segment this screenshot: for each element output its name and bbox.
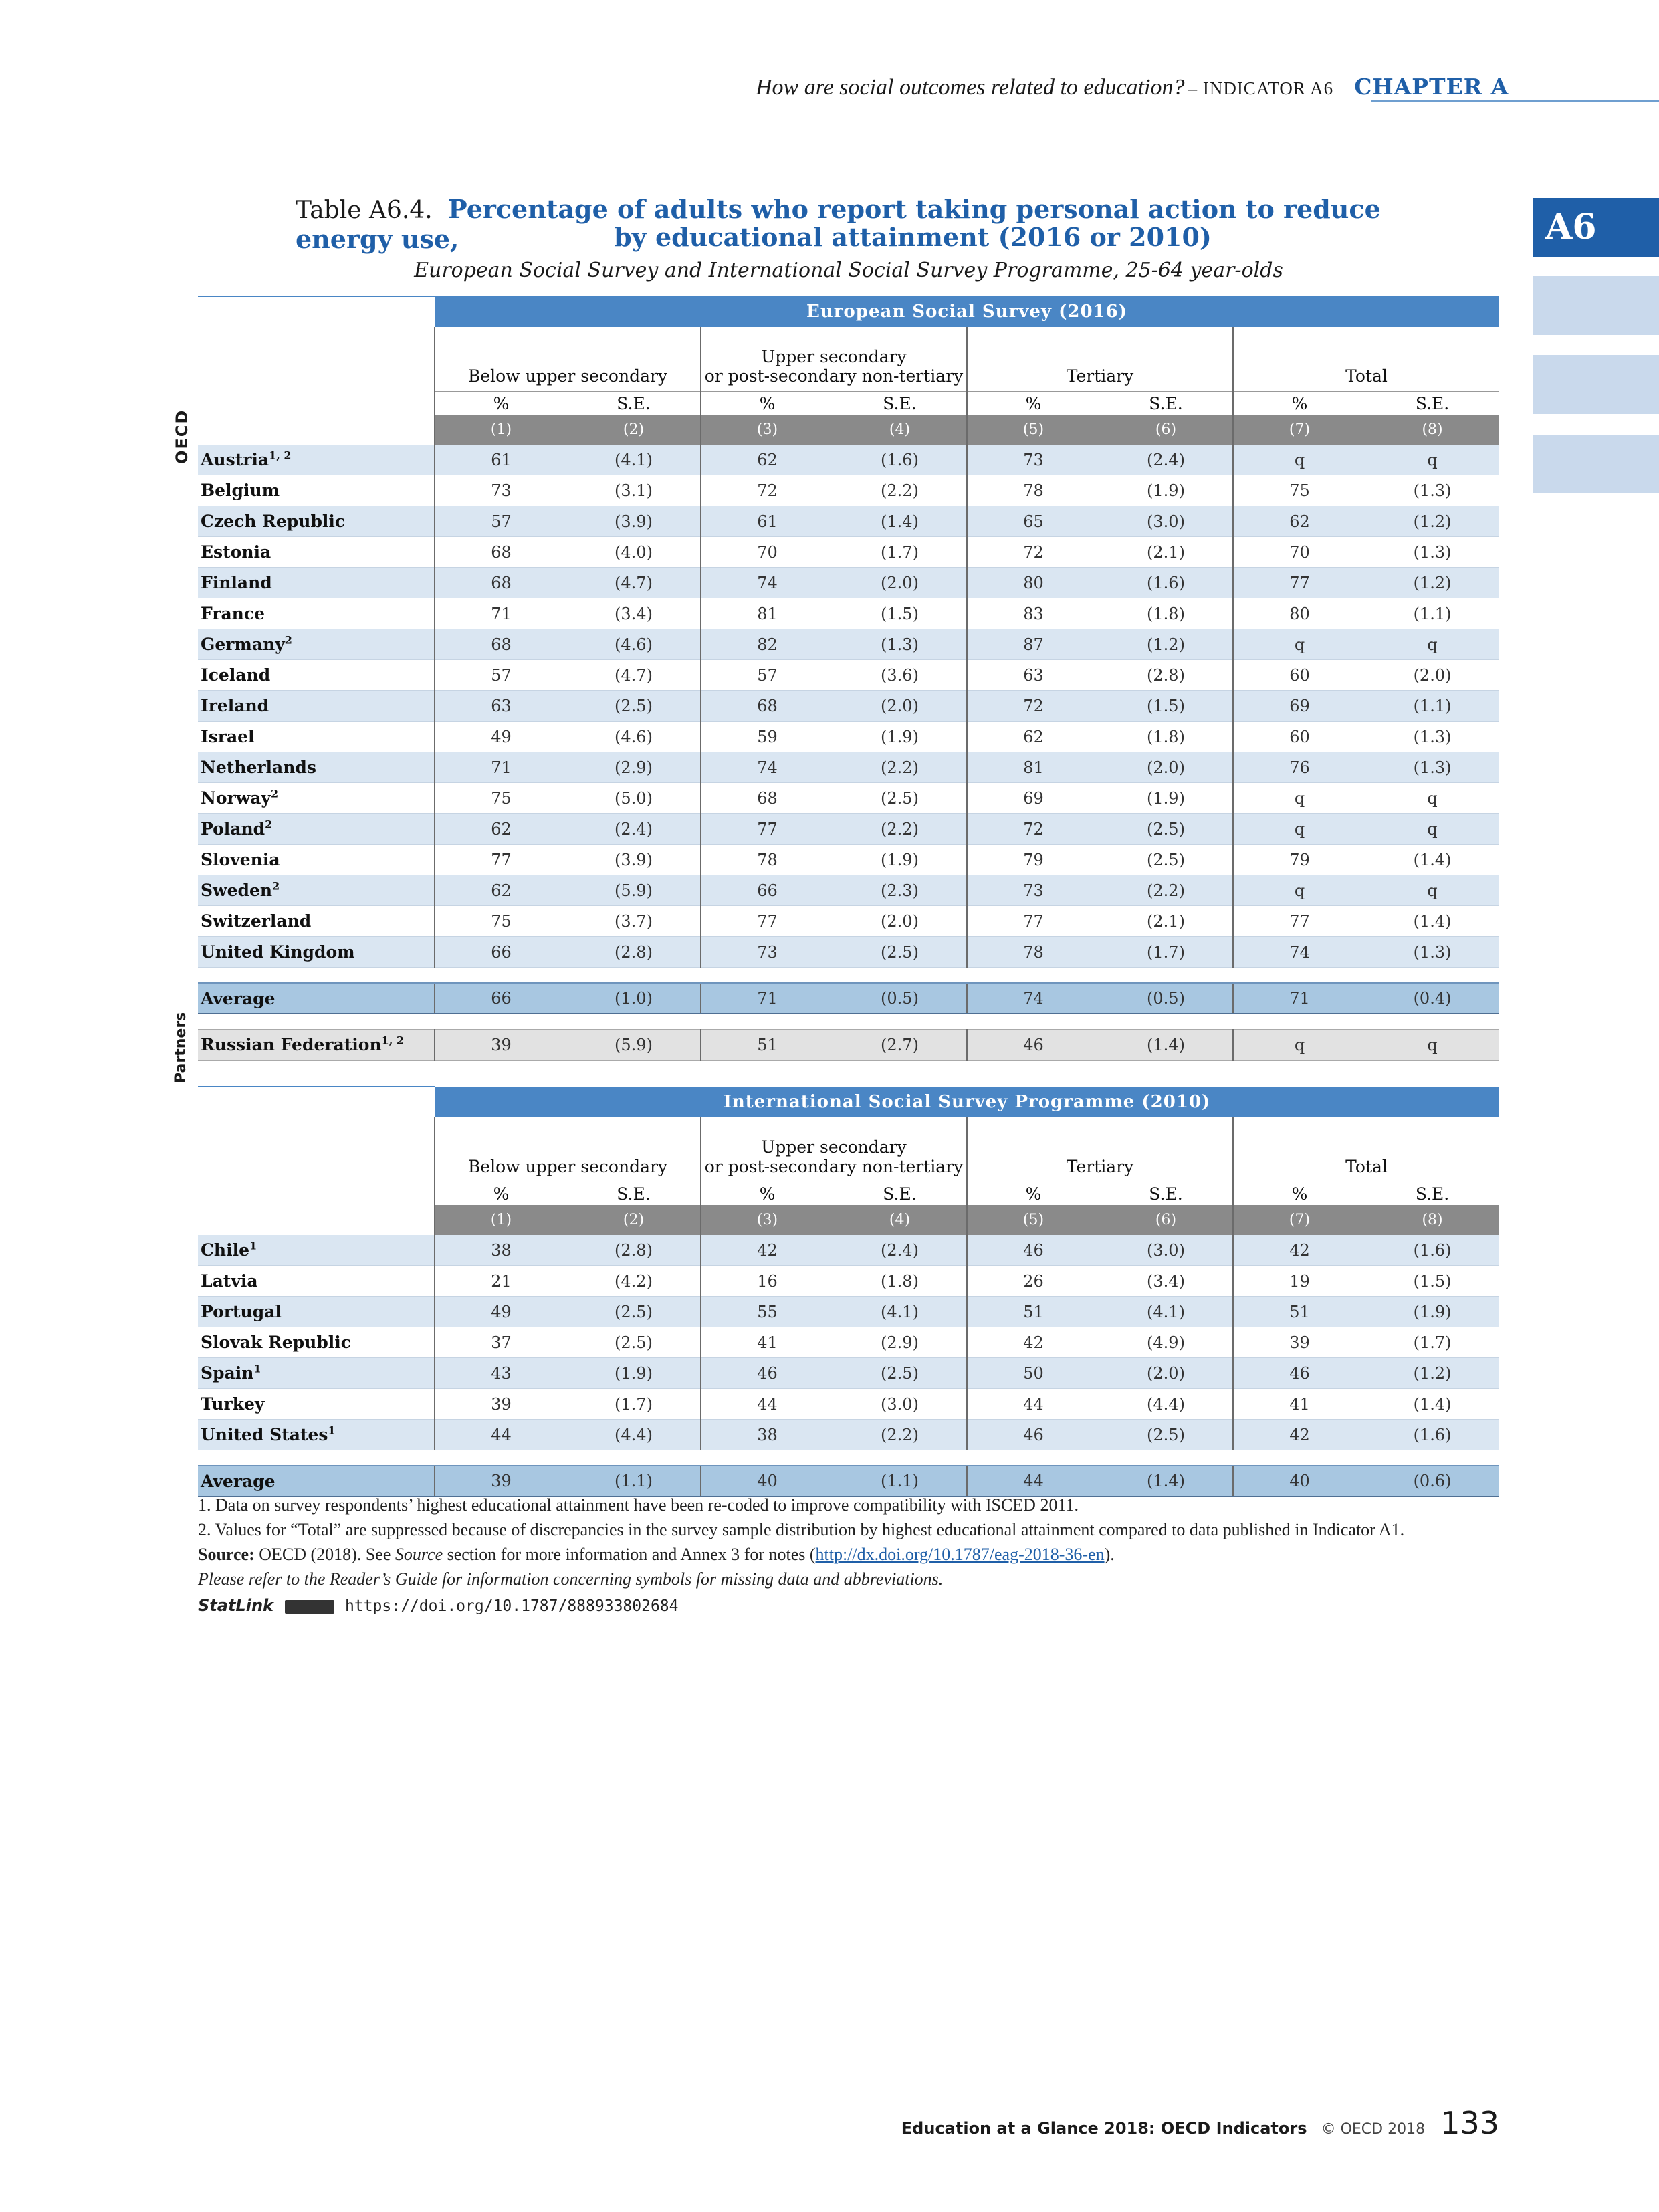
footer-copyright: © OECD 2018 <box>1321 2121 1426 2138</box>
table-number: Table A6.4. <box>296 197 433 224</box>
side-tab-block <box>1533 435 1659 493</box>
header-question: How are social outcomes related to education? <box>756 75 1185 100</box>
table-notes <box>198 1492 1509 1619</box>
country-name: Estonia <box>198 537 435 568</box>
table-row: Spain$^1$ 43 (1.9) 46 (2.5) 50 (2.0) 46 (1.2) <box>198 1358 1499 1389</box>
country-name: Iceland <box>198 660 435 691</box>
readers-guide-note: Please refer to the Reader’s Guide for information concerning symbols for missing data and abbreviations. <box>198 1569 944 1589</box>
table-row: Estonia 68 (4.0) 70 (1.7) 72 (2.1) 70 (1.3) <box>198 537 1499 568</box>
header-indicator: – INDICATOR A6 <box>1188 78 1334 98</box>
side-tab-label: A6 <box>1545 207 1597 247</box>
country-name: Ireland <box>198 691 435 722</box>
table-row: Norway$^2$ 75 (5.0) 68 (2.5) 69 (1.9) q q <box>198 783 1499 814</box>
table-row: Ireland 63 (2.5) 68 (2.0) 72 (1.5) 69 (1.1) <box>198 691 1499 722</box>
statlink <box>198 1593 1509 1619</box>
side-tab-block <box>1533 355 1659 414</box>
country-name: Average <box>198 983 435 1014</box>
country-name: United States$^1$ <box>198 1420 435 1450</box>
table-row: Sweden$^2$ 62 (5.9) 66 (2.3) 73 (2.2) q q <box>198 875 1499 906</box>
country-name: Sweden$^2$ <box>198 875 435 906</box>
country-name: France <box>198 598 435 629</box>
table-row: Israel 49 (4.6) 59 (1.9) 62 (1.8) 60 (1.3) <box>198 722 1499 752</box>
country-name: Poland$^2$ <box>198 814 435 845</box>
table-row: Czech Republic 57 (3.9) 61 (1.4) 65 (3.0) 62 (1.2) <box>198 506 1499 537</box>
issp-table: International Social Survey Programme (2010) Below upper secondary Upper secondary or post-secondary non-tertiary Tertiary Total % S.E. % S.E. % S.E. % S.E. (1) (2) (3) (4) (5) (6) (7) (8) Chile$^1$ 38 (2.8) 42 (2.4) 46 (3.0) 42 (1.6) Latvia 21 (4.2) 16 (1.8) 26 (3.4) 19 (1.5) Portugal 49 (2.5) 55 (4.1) 51 (4.1) 51 (1.9) Slovak Republic 37 (2.5) 41 (2.9) 42 (4.9) 39 (1.7) Spain$^1$ 43 (1.9) 46 (2.5) 50 (2.0) 46 (1.2) Turkey 39 (1.7) 44 (3.0) 44 (4.4) 41 (1.4) United States$^1$ 44 (4.4) 38 (2.2) 46 (2.5) 42 (1.6) Average 39 (1.1) 40 (1.1) 44 (1.4) 40 (0.6) <box>198 1086 1499 1497</box>
footer-publication: Education at a Glance 2018: OECD Indicators <box>901 2119 1307 2138</box>
country-name: Latvia <box>198 1266 435 1297</box>
table-title-line1: Percentage of adults who report taking personal action to reduce energy use, <box>296 194 1381 254</box>
country-name: Norway$^2$ <box>198 783 435 814</box>
table-row: Netherlands 71 (2.9) 74 (2.2) 81 (2.0) 76 (1.3) <box>198 752 1499 783</box>
statlink-icon <box>285 1600 334 1614</box>
page-footer <box>869 2105 1499 2141</box>
partner-row: Russian Federation$^{1, 2}$ 39 (5.9) 51 (2.7) 46 (1.4) q q <box>198 1030 1499 1061</box>
running-header <box>756 74 1509 100</box>
country-name: Finland <box>198 568 435 598</box>
country-name: Average <box>198 1466 435 1497</box>
table-row: Portugal 49 (2.5) 55 (4.1) 51 (4.1) 51 (1.9) <box>198 1297 1499 1327</box>
table-row: Turkey 39 (1.7) 44 (3.0) 44 (4.4) 41 (1.4) <box>198 1389 1499 1420</box>
col-below: Below upper secondary <box>435 327 701 392</box>
ess-band: European Social Survey (2016) <box>435 296 1499 327</box>
table-row: Austria$^{1, 2}$ 61 (4.1) 62 (1.6) 73 (2.4) q q <box>198 445 1499 475</box>
table-row: Poland$^2$ 62 (2.4) 77 (2.2) 72 (2.5) q q <box>198 814 1499 845</box>
table-subtitle: European Social Survey and International Social Survey Programme, 25-64 year-olds <box>414 259 1283 282</box>
side-tab-block <box>1533 276 1659 335</box>
table-row: United States$^1$ 44 (4.4) 38 (2.2) 46 (2.5) 42 (1.6) <box>198 1420 1499 1450</box>
table-row: Slovenia 77 (3.9) 78 (1.9) 79 (2.5) 79 (1.4) <box>198 845 1499 875</box>
source-note: Source: OECD (2018). See Source section for more information and Annex 3 for notes (http://dx.doi.org/10.1787/eag-2018-36-en). <box>198 1545 1115 1564</box>
table-row: Finland 68 (4.7) 74 (2.0) 80 (1.6) 77 (1.2) <box>198 568 1499 598</box>
table-row: United Kingdom 66 (2.8) 73 (2.5) 78 (1.7) 74 (1.3) <box>198 937 1499 968</box>
table-row: France 71 (3.4) 81 (1.5) 83 (1.8) 80 (1.1) <box>198 598 1499 629</box>
country-name: Turkey <box>198 1389 435 1420</box>
note-1: 1. Data on survey respondents’ highest educational attainment have been re-coded to improve compatibility with ISCED 2011. <box>198 1495 1079 1515</box>
table-row: Chile$^1$ 38 (2.8) 42 (2.4) 46 (3.0) 42 (1.6) <box>198 1235 1499 1266</box>
col-upper: Upper secondary or post-secondary non-tertiary <box>701 327 967 392</box>
header-chapter: CHAPTER A <box>1354 74 1509 100</box>
country-name: Chile$^1$ <box>198 1235 435 1266</box>
country-name: Slovak Republic <box>198 1327 435 1358</box>
side-tab-active[interactable] <box>1533 198 1659 257</box>
table-row: Switzerland 75 (3.7) 77 (2.0) 77 (2.1) 77 (1.4) <box>198 906 1499 937</box>
country-name: Russian Federation$^{1, 2}$ <box>198 1030 435 1061</box>
table-row: Iceland 57 (4.7) 57 (3.6) 63 (2.8) 60 (2.0) <box>198 660 1499 691</box>
footer-page-number: 133 <box>1440 2105 1499 2141</box>
country-name: Austria$^{1, 2}$ <box>198 445 435 475</box>
table-row: Germany$^2$ 68 (4.6) 82 (1.3) 87 (1.2) q q <box>198 629 1499 660</box>
group-label-partners: Partners <box>173 1012 189 1083</box>
country-name: Spain$^1$ <box>198 1358 435 1389</box>
country-name: Netherlands <box>198 752 435 783</box>
country-name: Israel <box>198 722 435 752</box>
col-total: Total <box>1233 327 1499 392</box>
table-row: Latvia 21 (4.2) 16 (1.8) 26 (3.4) 19 (1.5) <box>198 1266 1499 1297</box>
group-label-oecd: OECD <box>173 409 191 464</box>
country-name: Czech Republic <box>198 506 435 537</box>
statlink-url[interactable]: https://doi.org/10.1787/888933802684 <box>345 1597 679 1615</box>
country-name: Germany$^2$ <box>198 629 435 660</box>
note-2: 2. Values for “Total” are suppressed because of discrepancies in the survey sample distribution by highest educational attainment compared to data published in Indicator A1. <box>198 1520 1405 1539</box>
issp-band: International Social Survey Programme (2010) <box>435 1087 1499 1117</box>
statlink-label: StatLink <box>198 1596 273 1615</box>
col-tertiary: Tertiary <box>967 327 1233 392</box>
average-row: Average 66 (1.0) 71 (0.5) 74 (0.5) 71 (0.4) <box>198 983 1499 1014</box>
table-title-line2: by educational attainment (2016 or 2010) <box>614 222 1212 252</box>
header-rule <box>1371 100 1659 102</box>
country-name: Switzerland <box>198 906 435 937</box>
average-row: Average 39 (1.1) 40 (1.1) 44 (1.4) 40 (0.6) <box>198 1466 1499 1497</box>
country-name: United Kingdom <box>198 937 435 968</box>
table-row: Belgium 73 (3.1) 72 (2.2) 78 (1.9) 75 (1.3) <box>198 475 1499 506</box>
ess-table: European Social Survey (2016) Below upper secondary Upper secondary or post-secondary non-tertiary Tertiary Total % S.E. % S.E. % S.E. % S.E. (1) (2) (3) (4) (5) (6) (7) (8) Austria$^{1, 2}$ 61 (4.1) 62 (1.6) 73 (2.4) q q Belgium 73 (3.1) 72 (2.2) 78 (1.9) 75 (1.3) Czech Republic 57 (3.9) 61 (1.4) 65 (3.0) 62 (1.2) Estonia 68 (4.0) 70 (1.7) 72 (2.1) 70 (1.3) Finland 68 (4.7) 74 (2.0) 80 (1.6) 77 (1.2) France 71 (3.4) 81 (1.5) 83 (1.8) 80 (1.1) Germany$^2$ 68 (4.6) 82 (1.3) 87 (1.2) q q Iceland 57 (4.7) 57 (3.6) 63 (2.8) 60 (2.0) Ireland 63 (2.5) 68 (2.0) 72 (1.5) 69 (1.1) Israel 49 (4.6) 59 (1.9) 62 (1.8) 60 (1.3) Netherlands 71 (2.9) 74 (2.2) 81 (2.0) 76 (1.3) Norway$^2$ 75 (5.0) 68 (2.5) 69 (1.9) q q Poland$^2$ 62 (2.4) 77 (2.2) 72 (2.5) q q Slovenia 77 (3.9) 78 (1.9) 79 (2.5) 79 (1.4) Sweden$^2$ 62 (5.9) 66 (2.3) 73 (2.2) q q Switzerland 75 (3.7) 77 (2.0) 77 (2.1) 77 (1.4) United Kingdom 66 (2.8) 73 (2.5) 78 (1.7) 74 (1.3) Average 66 (1.0) 71 (0.5) 74 (0.5) 71 (0.4) Russian Federation$^{1, 2}$ 39 (5.9) 51 (2.7) 46 (1.4) q q <box>198 296 1499 1061</box>
source-link[interactable]: http://dx.doi.org/10.1787/eag-2018-36-en <box>815 1545 1105 1564</box>
country-name: Slovenia <box>198 845 435 875</box>
country-name: Belgium <box>198 475 435 506</box>
table-row: Slovak Republic 37 (2.5) 41 (2.9) 42 (4.9) 39 (1.7) <box>198 1327 1499 1358</box>
country-name: Portugal <box>198 1297 435 1327</box>
